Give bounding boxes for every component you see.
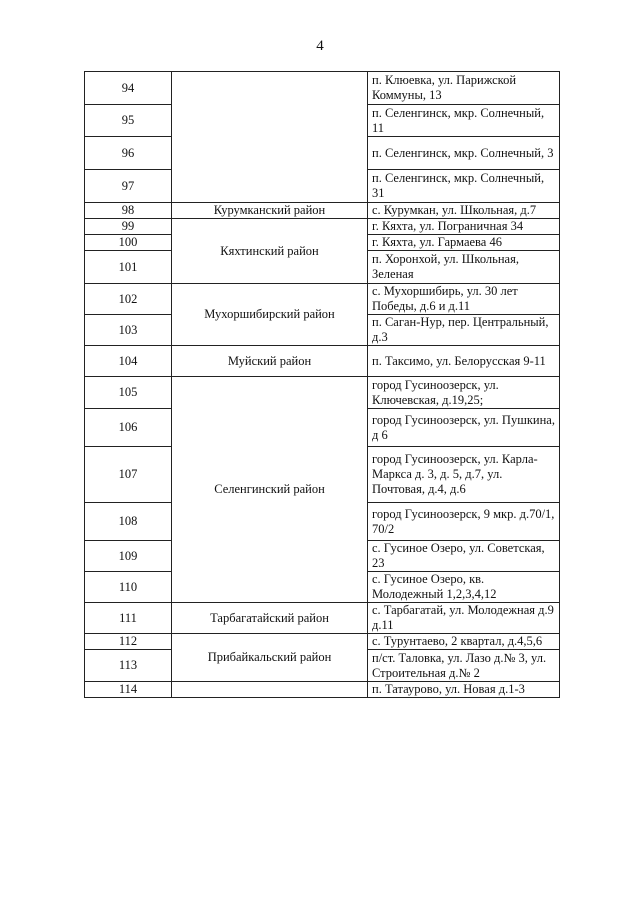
row-number: 104 bbox=[85, 346, 172, 377]
row-number: 103 bbox=[85, 315, 172, 346]
row-number: 97 bbox=[85, 170, 172, 203]
district-cell: Мухоршибирский район bbox=[172, 284, 368, 346]
address-cell: с. Мухоршибирь, ул. 30 лет Победы, д.6 и д.11 bbox=[368, 284, 560, 315]
address-cell: п. Селенгинск, мкр. Солнечный, 31 bbox=[368, 170, 560, 203]
address-cell: с. Турунтаево, 2 квартал, д.4,5,6 bbox=[368, 634, 560, 650]
table-row bbox=[85, 203, 560, 219]
row-number: 105 bbox=[85, 377, 172, 409]
district-cell bbox=[172, 682, 368, 698]
table-row bbox=[85, 634, 560, 650]
address-cell: п. Селенгинск, мкр. Солнечный, 11 bbox=[368, 105, 560, 137]
district-cell: Кяхтинский район bbox=[172, 219, 368, 284]
row-number: 107 bbox=[85, 447, 172, 503]
row-number: 113 bbox=[85, 650, 172, 682]
address-cell: п. Таксимо, ул. Белорусская 9-11 bbox=[368, 346, 560, 377]
address-cell: п. Хоронхой, ул. Школьная, Зеленая bbox=[368, 251, 560, 284]
row-number: 102 bbox=[85, 284, 172, 315]
district-cell: Прибайкальский район bbox=[172, 634, 368, 682]
address-cell: с. Курумкан, ул. Школьная, д.7 bbox=[368, 203, 560, 219]
row-number: 110 bbox=[85, 572, 172, 603]
district-cell: Селенгинский район bbox=[172, 377, 368, 603]
table-row bbox=[85, 377, 560, 409]
address-cell: п. Клюевка, ул. Парижской Коммуны, 13 bbox=[368, 72, 560, 105]
table-row bbox=[85, 603, 560, 634]
row-number: 98 bbox=[85, 203, 172, 219]
table-row bbox=[85, 219, 560, 235]
district-cell: Тарбагатайский район bbox=[172, 603, 368, 634]
row-number: 109 bbox=[85, 541, 172, 572]
table-row bbox=[85, 284, 560, 315]
district-cell bbox=[172, 72, 368, 203]
address-cell: город Гусиноозерск, ул. Карла-Маркса д. 3, д. 5, д.7, ул. Почтовая, д.4, д.6 bbox=[368, 447, 560, 503]
row-number: 100 bbox=[85, 235, 172, 251]
row-number: 108 bbox=[85, 503, 172, 541]
district-cell: Муйский район bbox=[172, 346, 368, 377]
row-number: 101 bbox=[85, 251, 172, 284]
address-cell: п. Селенгинск, мкр. Солнечный, 3 bbox=[368, 137, 560, 170]
address-table bbox=[84, 71, 560, 698]
row-number: 96 bbox=[85, 137, 172, 170]
address-cell: г. Кяхта, ул. Пограничная 34 bbox=[368, 219, 560, 235]
address-cell: п. Татаурово, ул. Новая д.1-3 bbox=[368, 682, 560, 698]
address-cell: город Гусиноозерск, ул. Ключевская, д.19,25; bbox=[368, 377, 560, 409]
row-number: 94 bbox=[85, 72, 172, 105]
row-number: 111 bbox=[85, 603, 172, 634]
district-cell: Курумканский район bbox=[172, 203, 368, 219]
row-number: 99 bbox=[85, 219, 172, 235]
table-row bbox=[85, 346, 560, 377]
page-number: 4 bbox=[316, 38, 324, 54]
address-cell: п/ст. Таловка, ул. Лазо д.№ 3, ул. Строительная д.№ 2 bbox=[368, 650, 560, 682]
address-cell: с. Гусиное Озеро, ул. Советская, 23 bbox=[368, 541, 560, 572]
address-cell: с. Тарбагатай, ул. Молодежная д.9 д.11 bbox=[368, 603, 560, 634]
row-number: 95 bbox=[85, 105, 172, 137]
table-row bbox=[85, 72, 560, 105]
row-number: 106 bbox=[85, 409, 172, 447]
address-cell: город Гусиноозерск, ул. Пушкина, д 6 bbox=[368, 409, 560, 447]
address-cell: г. Кяхта, ул. Гармаева 46 bbox=[368, 235, 560, 251]
row-number: 114 bbox=[85, 682, 172, 698]
row-number: 112 bbox=[85, 634, 172, 650]
address-cell: п. Саган-Нур, пер. Центральный, д.3 bbox=[368, 315, 560, 346]
address-cell: с. Гусиное Озеро, кв. Молодежный 1,2,3,4,12 bbox=[368, 572, 560, 603]
address-cell: город Гусиноозерск, 9 мкр. д.70/1, 70/2 bbox=[368, 503, 560, 541]
table-row bbox=[85, 682, 560, 698]
